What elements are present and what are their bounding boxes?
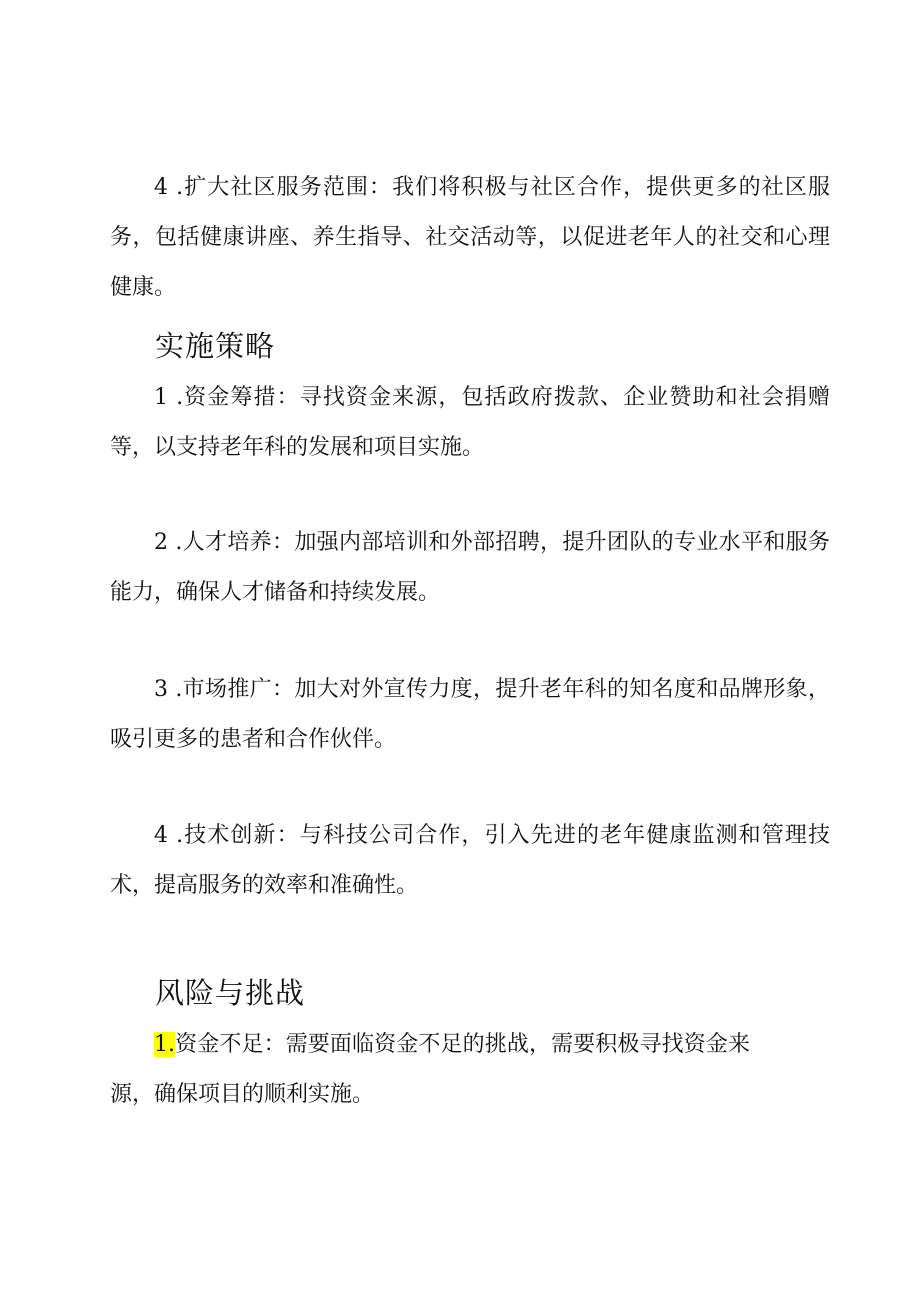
item-number: 4 xyxy=(154,823,168,848)
item-text: .扩大社区服务范围：我们将积极与社区合作，提供更多的社区服务，包括健康讲座、养生指导、社交活动等，以促进老年人的社交和心理健康。 xyxy=(110,175,830,300)
paragraph-risk-funding xyxy=(110,1020,750,1120)
item-text: .资金筹措：寻找资金来源，包括政府拨款、企业赞助和社会捐赠等，以支持老年科的发展和项目实施。 xyxy=(110,385,830,460)
item-number: 1 xyxy=(154,385,168,410)
item-number: 3 xyxy=(154,677,168,702)
item-number: 2 xyxy=(154,530,168,555)
paragraph-strategy-tech xyxy=(110,811,830,911)
item-text: 资金不足：需要面临资金不足的挑战，需要积极寻找资金来源，确保项目的顺利实施。 xyxy=(110,1032,750,1107)
section-heading-strategy: 实施策略 xyxy=(155,329,276,363)
section-heading-risk: 风险与挑战 xyxy=(155,976,306,1010)
item-text: .市场推广：加大对外宣传力度，提升老年科的知名度和品牌形象，吸引更多的患者和合作伙伴。 xyxy=(110,677,830,752)
item-text: .人才培养：加强内部培训和外部招聘，提升团队的专业水平和服务能力，确保人才储备和持续发展。 xyxy=(110,530,830,605)
paragraph-strategy-funding xyxy=(110,373,830,473)
paragraph-strategy-marketing xyxy=(110,665,830,765)
item-number: 4 xyxy=(154,175,168,200)
item-number-highlighted: 1. xyxy=(154,1032,175,1057)
paragraph-strategy-talent xyxy=(110,518,830,618)
paragraph-expand-community-service xyxy=(110,163,830,313)
item-text: .技术创新：与科技公司合作，引入先进的老年健康监测和管理技术，提高服务的效率和准确性。 xyxy=(110,823,830,898)
